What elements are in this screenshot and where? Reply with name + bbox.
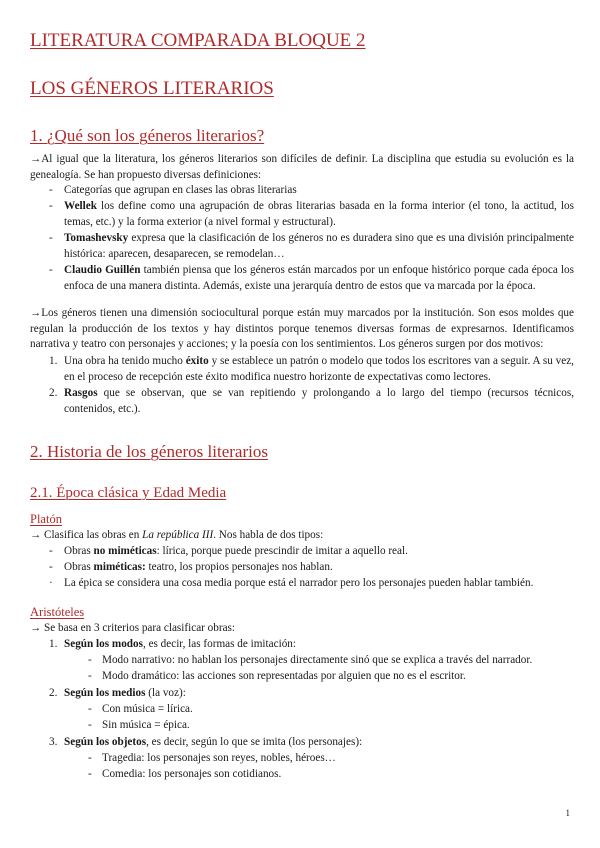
text-m-b: teatro, los propios personajes nos hablan. [145, 561, 333, 573]
section-1-heading: 1. ¿Qué son los géneros literarios? [30, 126, 265, 145]
text-exito-b: y se establece un patrón o modelo que todos los escritores van a seguir. A su vez, en el proceso de recepción este éxito modifica nuestro horizonte de expectativas como lectores. [64, 355, 574, 383]
numbered-marker: 2. [49, 387, 58, 399]
bold-objetos: Según los objetos [64, 736, 147, 748]
bold-modos: Según los modos [64, 638, 143, 650]
medio-sin-musica: Sin música = épica. [102, 719, 190, 731]
text-platon-a: → Clasifica las obras en [30, 529, 143, 541]
bullet-tomashevsky [64, 231, 574, 262]
bullet-categorias: Categorías que agrupan en clases las obras literarias [64, 184, 297, 196]
bullet-marker: - [49, 184, 53, 196]
text-objetos: , es decir, según lo que se imita (los personajes): [146, 736, 363, 748]
text-guillen: también piensa que los géneros están marcados por un enfoque histórico porque cada época los enfoca de una manera distinta. Además, existe una jerarquía dentro de estos que va marcada por la época. [64, 264, 574, 292]
bold-mimeticas: miméticas: [93, 561, 146, 573]
page-number: 1 [565, 808, 570, 818]
bold-rasgos: Rasgos [64, 387, 98, 399]
numbered-item-exito [64, 354, 574, 385]
bullet-marker: - [88, 703, 92, 715]
text-medios: (la voz): [145, 687, 186, 699]
bullet-marker: - [49, 264, 53, 276]
bullet-epica: La épica se considera una cosa media porque está el narrador pero los personajes pueden hablar también. [64, 577, 534, 589]
bullet-marker: - [88, 719, 92, 731]
bullet-marker: - [49, 545, 53, 557]
aristoteles-intro: → Se basa en 3 criterios para clasificar obras: [30, 622, 236, 634]
bullet-marker: - [88, 654, 92, 666]
bold-medios: Según los medios [64, 687, 146, 699]
medio-con-musica: Con música = lírica. [102, 703, 193, 715]
bold-exito: éxito [185, 355, 209, 367]
text-m-a: Obras [64, 561, 94, 573]
bold-tomashevsky: Tomashevsky [64, 232, 129, 244]
text-platon-b: . Nos habla de dos tipos: [213, 529, 324, 541]
criterio-modos [64, 637, 296, 652]
bullet-marker: - [49, 561, 53, 573]
platon-intro [30, 528, 323, 543]
numbered-item-rasgos [64, 386, 574, 417]
numbered-marker: 3. [49, 736, 58, 748]
criterio-medios [64, 686, 186, 701]
text-modos: , es decir, las formas de imitación: [142, 638, 296, 650]
criterio-objetos [64, 735, 362, 750]
bullet-marker: - [49, 200, 53, 212]
bold-guillen: Claudio Guillén [64, 264, 141, 276]
section-1-paragraph-2: →Los géneros tienen una dimensión sociocultural porque están muy marcados por la institución. Son esos moldes que regulan la producción de los textos y hay distintos porque tenemos diversas formas de expresarnos. Identificamos narrativa y teatro con personajes y acciones; y la poesía con los sentimientos. Los géneros surgen por dos motivos: [30, 307, 574, 351]
bold-no-mimeticas: no miméticas [93, 545, 157, 557]
bullet-wellek [64, 199, 574, 230]
text-tomashevsky: expresa que la clasificación de los géneros no es duradera sino que es una división principalmente histórica: aparecen, desaparecen, se remodelan… [64, 232, 574, 260]
text-exito-a: Una obra ha tenido mucho [64, 355, 186, 367]
section-1-intro: →Al igual que la literatura, los géneros literarios son difíciles de definir. La disciplina que estudia su evolución es la genealogía. Se han propuesto diversas definiciones: [30, 153, 574, 181]
modo-dramatico: Modo dramático: las acciones son representadas por alguien que no es el escritor. [102, 670, 466, 682]
bullet-marker: - [88, 752, 92, 764]
numbered-marker: 1. [49, 355, 58, 367]
bold-wellek: Wellek [64, 200, 97, 212]
text-nm-a: Obras [64, 545, 94, 557]
bullet-no-mimeticas [64, 544, 408, 559]
objeto-comedia: Comedia: los personajes son cotidianos. [102, 768, 282, 780]
numbered-marker: 2. [49, 687, 58, 699]
bullet-marker: - [88, 768, 92, 780]
section-2-heading: 2. Historia de los géneros literarios [30, 442, 268, 461]
bullet-marker: · [49, 577, 53, 589]
text-rasgos: que se observan, que se van repitiendo y prolongando a lo largo del tiempo (recursos técnicos, contenidos, etc.). [64, 387, 574, 415]
section-2-1-heading: 2.1. Época clásica y Edad Media [30, 485, 227, 501]
modo-narrativo: Modo narrativo: no hablan los personajes directamente sinó que se explica a través del narrador. [102, 654, 533, 666]
aristoteles-heading: Aristóteles [30, 605, 85, 619]
italic-republica: La república III [142, 529, 214, 541]
numbered-marker: 1. [49, 638, 58, 650]
bullet-marker: - [88, 670, 92, 682]
text-wellek: los define como una agrupación de obras literarias basada en la forma interior (el tono, la actitud, los temas, etc.) y la forma exterior (a nivel formal y estructural). [64, 200, 574, 228]
text-nm-b: : lírica, porque puede prescindir de imitar a aquello real. [156, 545, 408, 557]
bullet-marker: - [49, 232, 53, 244]
document-subtitle: LOS GÉNEROS LITERARIOS [30, 78, 274, 99]
bullet-mimeticas [64, 560, 333, 575]
document-title: LITERATURA COMPARADA BLOQUE 2 [30, 30, 366, 51]
platon-heading: Platón [30, 512, 62, 526]
objeto-tragedia: Tragedia: los personajes son reyes, nobles, héroes… [102, 752, 336, 764]
bullet-guillen [64, 263, 574, 294]
